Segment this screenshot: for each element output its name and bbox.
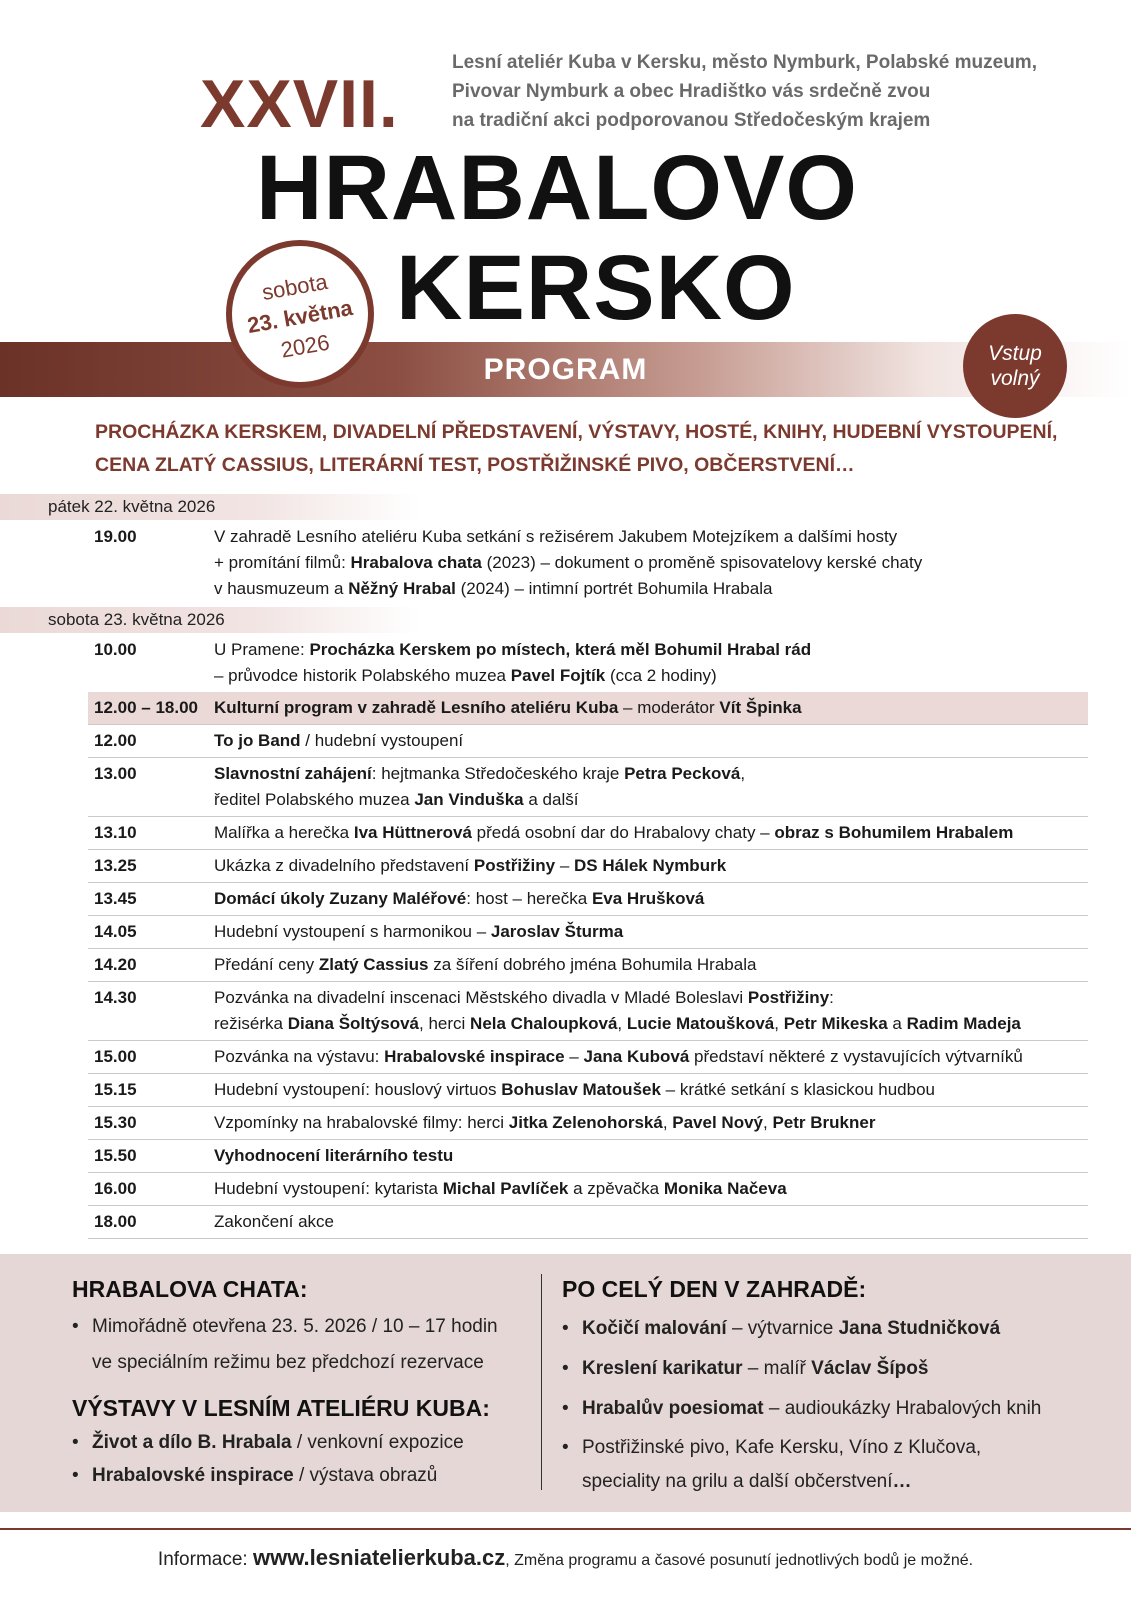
row-time: 13.00: [94, 764, 137, 783]
desc-line: v hausmuzeum a Něžný Hrabal (2024) – intimní portrét Bohumila Hrabala: [214, 579, 773, 598]
row-time: 13.10: [94, 823, 137, 842]
row-time: 10.00: [94, 640, 137, 659]
row-description: Domácí úkoly Zuzany Maléřové: host – herečka Eva Hrušková: [214, 889, 705, 908]
date-badge-year: 2026: [278, 329, 332, 363]
row-time: 19.00: [94, 527, 137, 546]
schedule-row: [88, 634, 1088, 692]
program-label: PROGRAM: [483, 353, 648, 386]
day-heading-saturday: sobota 23. května 2026: [0, 607, 420, 633]
row-time: 15.50: [94, 1146, 137, 1165]
row-description: Malířka a herečka Iva Hüttnerová předá osobní dar do Hrabalovy chaty – obraz s Bohumilem Hrabalem: [214, 823, 1014, 842]
row-time: 12.00: [94, 731, 137, 750]
saturday-schedule: [88, 634, 1088, 1239]
row-description: To jo Band / hudební vystoupení: [214, 731, 464, 750]
edition-number: XXVII.: [200, 66, 399, 142]
desc-line: + promítání filmů: Hrabalova chata (2023) – dokument o proměně spisovatelovy kerské chaty: [214, 553, 923, 572]
panel-divider: [541, 1274, 542, 1490]
row-description: Hudební vystoupení: houslový virtuos Bohuslav Matoušek – krátké setkání s klasickou hudbou: [214, 1080, 935, 1099]
date-badge: [226, 240, 374, 388]
chata-heading: HRABALOVA CHATA:: [72, 1276, 308, 1302]
schedule-row: [88, 521, 1088, 605]
schedule-row: [88, 982, 1088, 1041]
intro-line: Pivovar Nymburk a obec Hradištko vás srdečně zvou: [452, 81, 931, 102]
date-badge-day: sobota: [260, 268, 330, 306]
event-highlights: [95, 416, 1105, 482]
chata-info-item: • Mimořádně otevřena 23. 5. 2026 / 10 – 17 hodin ve speciálním režimu bez předchozí rezervace: [72, 1309, 532, 1381]
schedule-row: [88, 1140, 1088, 1173]
row-time: 18.00: [94, 1212, 137, 1231]
row-time: 12.00 – 18.00: [94, 698, 198, 717]
organizers-intro: [452, 48, 1092, 135]
row-time: 16.00: [94, 1179, 137, 1198]
row-time: 15.30: [94, 1113, 137, 1132]
entry-line: Vstup: [988, 342, 1042, 365]
row-description: Slavnostní zahájení: hejtmanka Středočeského kraje Petra Pecková, ředitel Polabského muzea Jan Vinduška a další: [214, 764, 746, 809]
title-line-2: KERSKO: [396, 237, 796, 339]
row-time: 14.30: [94, 988, 137, 1007]
schedule-row: [88, 1206, 1088, 1239]
garden-item: • Postřižinské pivo, Kafe Kersku, Víno z Klučova, speciality na grilu a další občerstvení…: [562, 1431, 1102, 1499]
row-time: 14.20: [94, 955, 137, 974]
row-time: 14.05: [94, 922, 137, 941]
footer-info: [0, 1538, 1131, 1578]
schedule-row: [88, 1107, 1088, 1140]
schedule-row: [88, 758, 1088, 817]
row-description: Zakončení akce: [214, 1212, 335, 1231]
row-description: Vyhodnocení literárního testu: [214, 1146, 454, 1165]
row-description: Pozvánka na divadelní inscenaci Městského divadla v Mladé Boleslavi Postřižiny: režisérka Diana Šoltýsová, herci Nela Chaloupková, Lucie Matoušková, Petr Mikeska a Radim Madeja: [214, 988, 1021, 1033]
schedule-row: [88, 725, 1088, 758]
intro-line: na tradiční akci podporovanou Středočeským krajem: [452, 110, 931, 131]
schedule-row: [88, 850, 1088, 883]
row-description: Vzpomínky na hrabalovské filmy: herci Jitka Zelenohorská, Pavel Nový, Petr Brukner: [214, 1113, 876, 1132]
intro-line: Lesní ateliér Kuba v Kersku, město Nymburk, Polabské muzeum,: [452, 52, 1037, 73]
desc-line: V zahradě Lesního ateliéru Kuba setkání s režisérem Jakubem Motejzíkem a dalšími hosty: [214, 527, 898, 546]
row-time: 13.45: [94, 889, 137, 908]
schedule-row: [88, 1173, 1088, 1206]
row-description: Kulturní program v zahradě Lesního ateliéru Kuba – moderátor Vít Špinka: [214, 698, 802, 717]
row-description: Ukázka z divadelního představení Postřižiny – DS Hálek Nymburk: [214, 856, 727, 875]
all-day-heading: PO CELÝ DEN V ZAHRADĚ:: [562, 1276, 867, 1302]
row-description: U Pramene: Procházka Kerskem po místech, která měl Bohumil Hrabal rád – průvodce historik Polabského muzea Pavel Fojtík (cca 2 hodiny): [214, 640, 812, 685]
row-description: Pozvánka na výstavu: Hrabalovské inspirace – Jana Kubová představí některé z vystavujících výtvarníků: [214, 1047, 1023, 1066]
row-description: Předání ceny Zlatý Cassius za šíření dobrého jména Bohumila Hrabala: [214, 955, 757, 974]
row-description: Hudební vystoupení: kytarista Michal Pavlíček a zpěvačka Monika Načeva: [214, 1179, 787, 1198]
garden-item: • Kočičí malování – výtvarnice Jana Studničková: [562, 1309, 1102, 1349]
row-time: 13.25: [94, 856, 137, 875]
schedule-row: [88, 883, 1088, 916]
exhibition-item: • Život a dílo B. Hrabala / venkovní expozice: [72, 1426, 532, 1459]
right-info-column: [562, 1276, 1102, 1499]
schedule-row: [88, 1041, 1088, 1074]
highlights-line: CENA ZLATÝ CASSIUS, LITERÁRNÍ TEST, POSTŘIŽINSKÉ PIVO, OBČERSTVENÍ…: [95, 454, 855, 476]
footer-label: Informace:: [157, 1549, 253, 1570]
exhibitions-heading: VÝSTAVY V LESNÍM ATELIÉRU KUBA:: [72, 1395, 490, 1421]
day-heading-friday: pátek 22. května 2026: [0, 494, 420, 520]
schedule-row-highlight: [88, 692, 1088, 725]
footer-rule: [0, 1528, 1131, 1530]
row-time: 15.00: [94, 1047, 137, 1066]
date-badge-date: 23. května: [245, 294, 355, 339]
free-entry-badge: [963, 314, 1067, 418]
row-time: 15.15: [94, 1080, 137, 1099]
entry-line: volný: [990, 367, 1040, 390]
row-description: [214, 524, 1088, 602]
garden-item: • Kreslení karikatur – malíř Václav Šípoš: [562, 1349, 1102, 1389]
schedule-row: [88, 916, 1088, 949]
website-link[interactable]: www.lesniatelierkuba.cz: [252, 1545, 506, 1570]
left-info-column: [72, 1276, 532, 1492]
footer-note: , Změna programu a časové posunutí jednotlivých bodů je možné.: [505, 1552, 974, 1569]
schedule-row: [88, 1074, 1088, 1107]
friday-schedule: [88, 521, 1088, 605]
exhibition-item: • Hrabalovské inspirace / výstava obrazů: [72, 1459, 532, 1492]
garden-item: • Hrabalův poesiomat – audioukázky Hrabalových knih: [562, 1389, 1102, 1429]
schedule-row: [88, 949, 1088, 982]
schedule-row: [88, 817, 1088, 850]
highlights-line: PROCHÁZKA KERSKEM, DIVADELNÍ PŘEDSTAVENÍ, VÝSTAVY, HOSTÉ, KNIHY, HUDEBNÍ VYSTOUPENÍ,: [95, 421, 1058, 443]
title-line-1: HRABALOVO: [256, 137, 858, 239]
row-description: Hudební vystoupení s harmonikou – Jaroslav Šturma: [214, 922, 624, 941]
